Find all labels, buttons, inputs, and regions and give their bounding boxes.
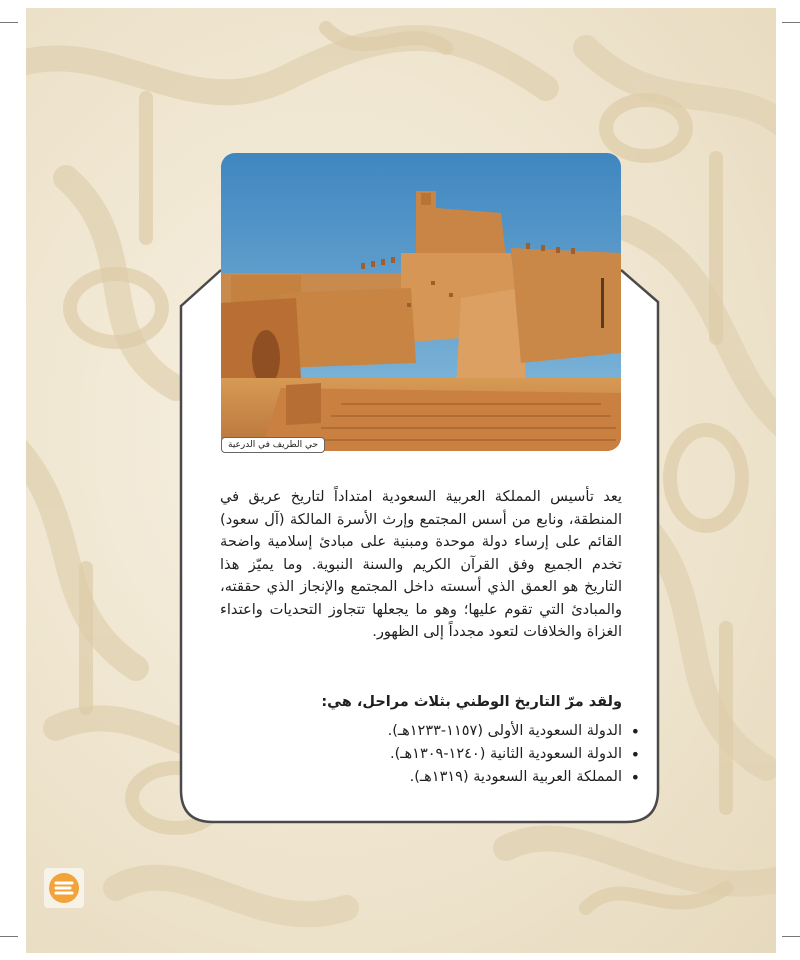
photo-diriyah bbox=[221, 153, 621, 451]
photo-caption: حي الطريف في الدرعية bbox=[221, 437, 325, 453]
list-item: • المملكة العربية السعودية (١٣١٩هـ). bbox=[220, 766, 622, 789]
stages-list bbox=[220, 720, 644, 789]
stages-heading: ولقد مرّ التاريخ الوطني بثلاث مراحل، هي: bbox=[321, 694, 622, 710]
list-item: • الدولة السعودية الأولى (١١٥٧-١٢٣٣هـ). bbox=[220, 720, 622, 743]
publisher-logo-icon bbox=[44, 868, 84, 908]
intro-paragraph: يعد تأسيس المملكة العربية السعودية امتداداً لتاريخ عريق في المنطقة، ونابع من أسس المجتمع وإرث الأسرة المالكة (آل سعود) القائم على إرساء دولة موحدة ومبنية على مبادئ إسلامية واضحة تخدم الجميع وفق القرآن الكريم والسنة النبوية. وما يميّز هذا التاريخ هو العمق الذي أسسته داخل المجتمع والإنجاز الذي حققته، والمبادئ التي تقوم عليها؛ وهو ما يجعلها تتجاوز التحديات واعتداء الغزاة والخلافات لتعود مجدداً إلى الظهور. bbox=[220, 488, 622, 640]
list-item: • الدولة السعودية الثانية (١٢٤٠-١٣٠٩هـ). bbox=[220, 743, 622, 766]
